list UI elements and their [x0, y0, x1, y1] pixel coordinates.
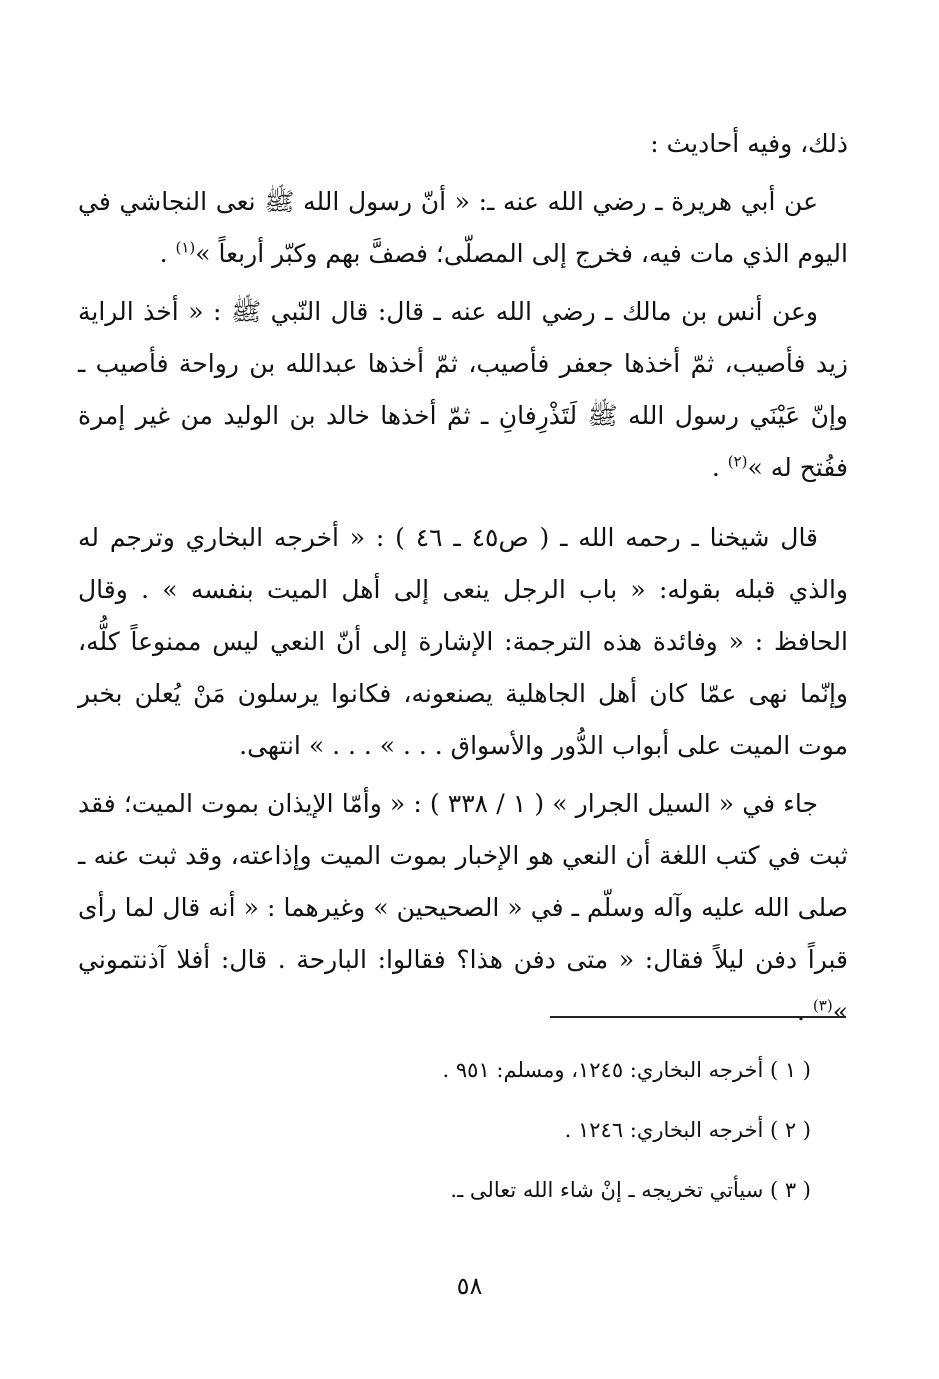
paragraph-text: ذلك، وفيه أحاديث : — [650, 129, 848, 158]
footnotes — [78, 1046, 811, 1226]
footnote-item: ( ١ ) أخرجه البخاري: ١٢٤٥، ومسلم: ٩٥١ . — [442, 1058, 811, 1082]
paragraph-text: جاء في « السيل الجرار » ( ١ / ٣٣٨ ) : « وأمّا الإيذان بموت الميت؛ فقد ثبت في كتب اللغة أن النعي هو الإخبار بموت الميت وإذاعته، وقد ثبت عنه ـ صلى الله عليه وآله وسلّم ـ في « الصحيحين » وغيرهما : « أنه قال لما رأى قبراً دفن ليلاً فقال: « متى دفن هذا؟ فقالوا: البارحة . قال: أفلا آذنتموني » — [78, 789, 848, 1026]
footnote-ref: (٢) — [727, 452, 748, 471]
paragraph-text: قال شيخنا ـ رحمه الله ـ ( ص٤٥ ـ ٤٦ ) : « أخرجه البخاري وترجم له والذي قبله بقوله: « باب الرجل ينعى إلى أهل الميت بنفسه » . وقال الحافظ : « وفائدة هذه الترجمة: الإشارة إلى أنّ النعي ليس ممنوعاً كلُّه، وإنّما نهى عمّا كان أهل الجاهلية يصنعونه، فكانوا يرسلون مَنْ يُعلن بخبر موت الميت على أبواب الدُّور والأسواق . . . » . . . » انتهى. — [78, 523, 848, 760]
footnote-ref: (٣) — [812, 996, 833, 1015]
footnote-divider — [550, 1016, 846, 1018]
paragraph-tail: . — [797, 997, 813, 1026]
main-text — [78, 118, 848, 1044]
paragraph-text: عن أبي هريرة ـ رضي الله عنه ـ: « أنّ رسول الله ﷺ نعى النجاشي في اليوم الذي مات فيه، فخرج إلى المصلّى؛ فصفَّ بهم وكبّر أربعاً » — [78, 187, 848, 268]
paragraph-tail: . — [711, 453, 728, 482]
paragraph-text: وعن أنس بن مالك ـ رضي الله عنه ـ قال: قال النّبي ﷺ : « أخذ الراية زيد فأصيب، ثمّ أخذها جعفر فأصيب، ثمّ أخذها عبدالله بن رواحة فأصيب ـ وإنّ عَيْنَي رسول الله ﷺ لَتَذْرِفانِ ـ ثمّ أخذها خالد بن الوليد من غير إمرة ففُتح له » — [78, 297, 848, 482]
footnote-item: ( ٢ ) أخرجه البخاري: ١٢٤٦ . — [564, 1118, 811, 1142]
paragraph-shaykh-quote — [78, 512, 848, 772]
footnote-item: ( ٣ ) سيأتي تخريجه ـ إنْ شاء الله تعالى ـ. — [450, 1178, 811, 1202]
paragraph-intro — [78, 118, 848, 170]
footnote-ref: (١) — [175, 238, 196, 257]
paragraph-sayl-jarrar — [78, 778, 848, 1038]
paragraph-hadith-abu-hurayra — [78, 176, 848, 280]
paragraph-tail: . — [159, 239, 176, 268]
page-number: ٥٨ — [456, 1272, 483, 1300]
paragraph-hadith-anas — [78, 286, 848, 494]
